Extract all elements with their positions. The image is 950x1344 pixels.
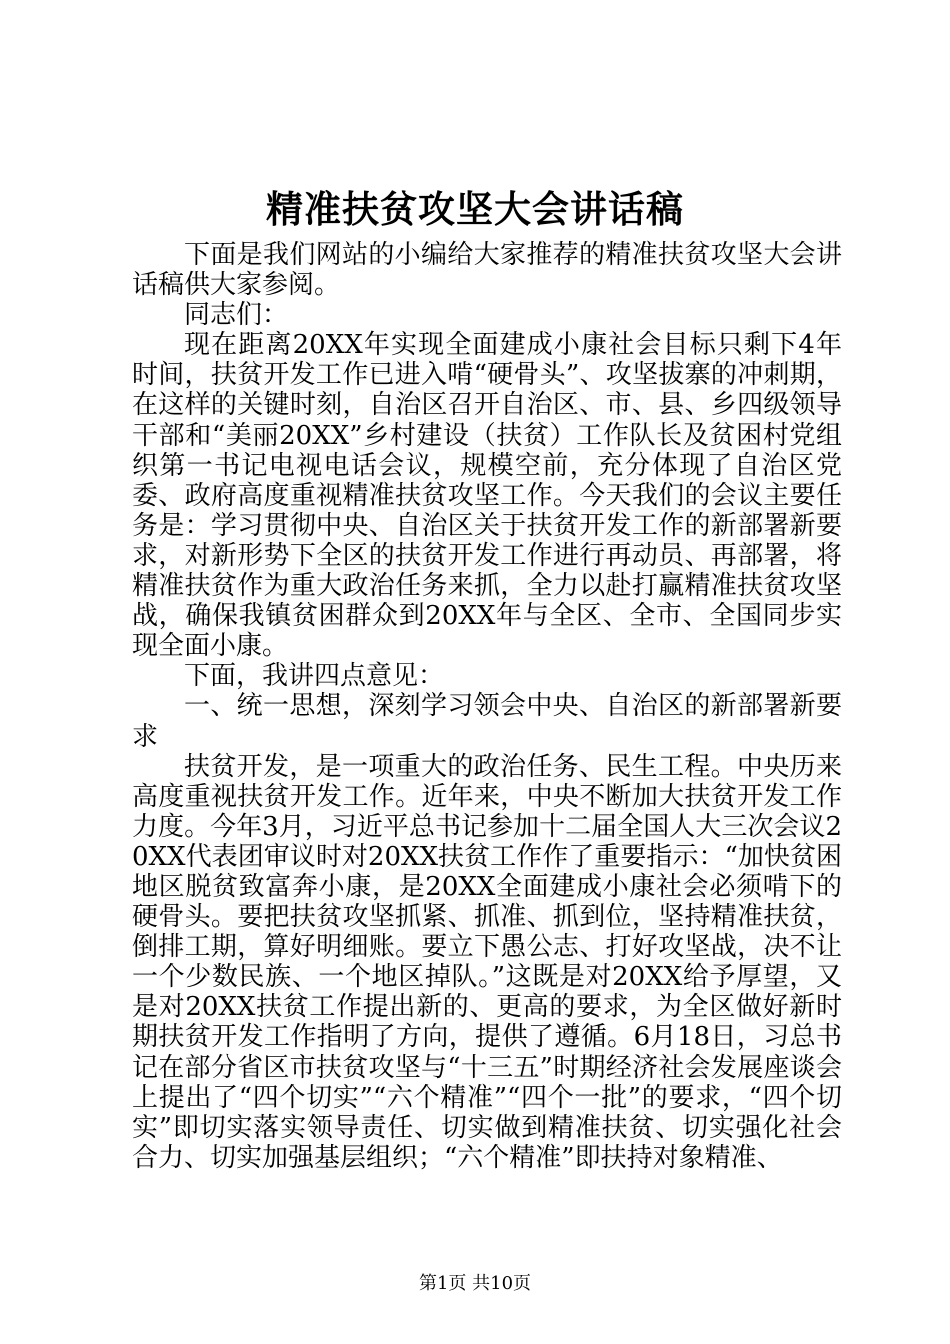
document-title: 精准扶贫攻坚大会讲话稿 xyxy=(266,187,684,231)
section-heading: 一、统一思想，深刻学习领会中央、自治区的新部署新要求 xyxy=(132,691,842,752)
salutation-paragraph: 同志们： xyxy=(184,300,289,331)
page-number-footer: 第1页 共10页 xyxy=(418,1273,532,1294)
intro-paragraph: 下面是我们网站的小编给大家推荐的精准扶贫攻坚大会讲话稿供大家参阅。 xyxy=(132,240,842,301)
body-paragraph: 扶贫开发，是一项重大的政治任务、民生工程。中央历来高度重视扶贫开发工作。近年来，中央不断加大扶贫开发工作力度。今年3月，习近平总书记参加十二届全国人大三次会议20XX代表团审议时对20XX扶贫工作作了重要指示：“加快贫困地区脱贫致富奔小康，是20XX全面建成小康社会必须啃下的硬骨头。要把扶贫攻坚抓紧、抓准、抓到位，坚持精准扶贫，倒排工期，算好明细账。要立下愚公志、打好攻坚战，决不让一个少数民族、一个地区掉队。”这既是对20XX给予厚望，又是对20XX扶贫工作提出新的、更高的要求，为全区做好新时期扶贫开发工作指明了方向，提供了遵循。6月18日，习总书记在部分省区市扶贫攻坚与“十三五”时期经济社会发展座谈会上提出了“四个切实”“六个精准”“四个一批”的要求，“四个切实”即切实落实领导责任、切实做到精准扶贫、切实强化社会合力、切实加强基层组织；“六个精准”即扶持对象精准、 xyxy=(132,751,842,1173)
body-paragraph: 下面，我讲四点意见： xyxy=(184,661,445,692)
document-body xyxy=(132,240,842,1173)
body-paragraph: 现在距离20XX年实现全面建成小康社会目标只剩下4年时间，扶贫开发工作已进入啃“硬骨头”、攻坚拔寨的冲刺期，在这样的关键时刻，自治区召开自治区、市、县、乡四级领导干部和“美丽20XX”乡村建设（扶贫）工作队长及贫困村党组织第一书记电视电话会议，规模空前，充分体现了自治区党委、政府高度重视精准扶贫攻坚工作。今天我们的会议主要任务是：学习贯彻中央、自治区关于扶贫开发工作的新部署新要求，对新形势下全区的扶贫开发工作进行再动员、再部署，将精准扶贫作为重大政治任务来抓，全力以赴打赢精准扶贫攻坚战，确保我镇贫困群众到20XX年与全区、全市、全国同步实现全面小康。 xyxy=(132,330,842,662)
